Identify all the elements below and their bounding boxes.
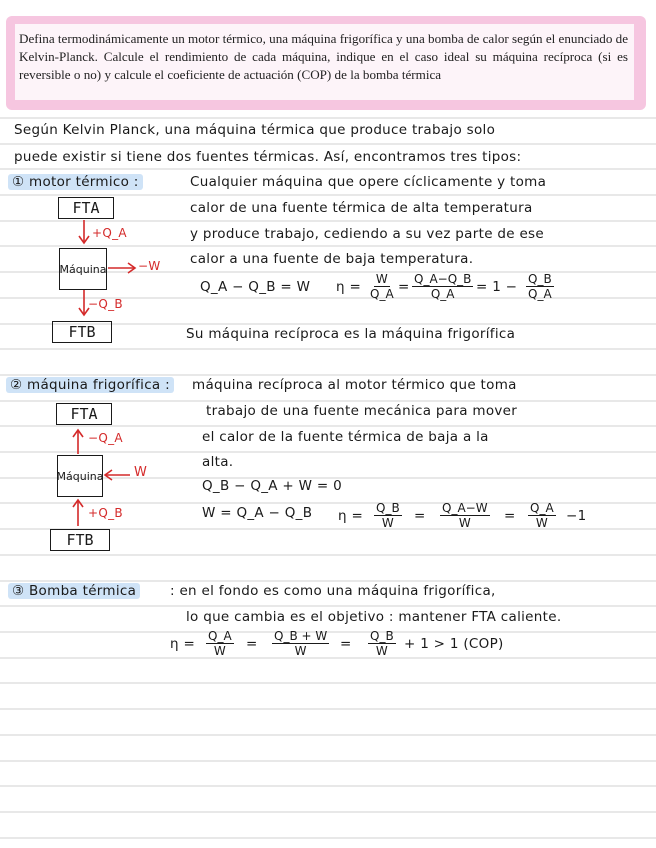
frigo-heading: ② máquina frigorífica : <box>6 377 174 393</box>
bomba-eq-sign-1: = <box>246 636 258 652</box>
frigo-eq-2: W = Q_A − Q_B <box>202 505 313 521</box>
frigo-eta: η = <box>338 508 364 524</box>
frigo-frac-3: $\frac{Q\_A}{W}$ <box>530 501 554 530</box>
frigo-text-3: el calor de la fuente térmica de baja a la <box>202 429 489 445</box>
motor-frac-2: $\frac{Q\_A-Q\_B}{Q\_A}$ <box>414 272 472 301</box>
bomba-text-1: : en el fondo es como una máquina frigorífica, <box>170 583 496 599</box>
motor-ftb-box: FTB <box>52 321 112 343</box>
frigo-ftb-box: FTB <box>50 529 110 551</box>
frigo-eq-sign-1: = <box>414 508 426 524</box>
frigo-maquina-box: Máquina <box>57 455 103 497</box>
bomba-frac-2: $\frac{Q\_B + W}{W}$ <box>274 629 328 658</box>
bomba-eta: η = <box>170 636 196 652</box>
frigo-frac-2: $\frac{Q\_A-W}{W}$ <box>442 501 488 530</box>
frigo-qb-arrow <box>72 498 84 526</box>
bomba-heading: ③ Bomba térmica <box>8 583 140 599</box>
motor-eta: η = <box>336 279 362 295</box>
motor-frac-1: $\frac{W}{Q\_A}$ <box>370 272 394 301</box>
bomba-frac-1: $\frac{Q\_A}{W}$ <box>208 629 232 658</box>
motor-reciprocal: Su máquina recíproca es la máquina frigorífica <box>186 326 516 342</box>
motor-fta-box: FTA <box>58 197 114 219</box>
motor-qb-label: −Q_B <box>88 297 123 311</box>
bomba-tail: + 1 > 1 (COP) <box>404 636 504 652</box>
motor-eq-sign-1: = <box>398 279 410 295</box>
frigo-qa-label: −Q_A <box>88 431 123 445</box>
motor-text-1: Cualquier máquina que opere cíclicamente y toma <box>190 174 547 190</box>
motor-text-2: calor de una fuente térmica de alta temperatura <box>190 200 533 216</box>
frigo-tail: −1 <box>566 508 587 524</box>
motor-frac-3: $\frac{Q\_B}{Q\_A}$ <box>528 272 552 301</box>
bomba-frac-3: $\frac{Q\_B}{W}$ <box>370 629 394 658</box>
frigo-qb-label: +Q_B <box>88 506 123 520</box>
motor-text-4: calor a una fuente de baja temperatura. <box>190 251 474 267</box>
motor-w-arrow <box>108 262 138 274</box>
frigo-w-label: W <box>134 465 148 480</box>
bomba-eq-sign-2: = <box>340 636 352 652</box>
frigo-frac-1: $\frac{Q\_B}{W}$ <box>376 501 400 530</box>
motor-w-label: −W <box>138 259 161 273</box>
question-prompt <box>6 16 646 110</box>
motor-text-3: y produce trabajo, cediendo a su vez parte de ese <box>190 226 544 242</box>
frigo-fta-box: FTA <box>56 403 112 425</box>
frigo-eq-1: Q_B − Q_A + W = 0 <box>202 478 342 494</box>
motor-heading: ① motor térmico : <box>8 174 143 190</box>
motor-eq-1: Q_A − Q_B = W <box>200 279 311 295</box>
frigo-text-2: trabajo de una fuente mecánica para mover <box>206 403 518 419</box>
motor-qa-label: +Q_A <box>92 226 127 240</box>
frigo-qa-arrow <box>72 428 84 454</box>
motor-eq-sign-2: = 1 − <box>476 279 518 295</box>
frigo-text-1: máquina recíproca al motor térmico que toma <box>192 377 517 393</box>
frigo-w-arrow <box>104 469 132 481</box>
question-text: Defina termodinámicamente un motor térmico, una máquina frigorífica y una bomba de calor según el enunciado de Kelvin-Planck. Calcule el rendimiento de cada máquina, indique en el caso ideal su máquina recíproca (si es reversible o no) y calcule el coeficiente de actuación (COP) de la bomba térmica <box>19 31 628 82</box>
frigo-text-4: alta. <box>202 454 234 470</box>
intro-line-2: puede existir si tiene dos fuentes térmicas. Así, encontramos tres tipos: <box>14 149 522 165</box>
bomba-text-2: lo que cambia es el objetivo : mantener FTA caliente. <box>186 609 562 625</box>
motor-qa-arrow <box>78 220 90 246</box>
frigo-eq-sign-2: = <box>504 508 516 524</box>
intro-line-1: Según Kelvin Planck, una máquina térmica que produce trabajo solo <box>14 122 496 138</box>
motor-maquina-box: Máquina <box>59 248 107 290</box>
